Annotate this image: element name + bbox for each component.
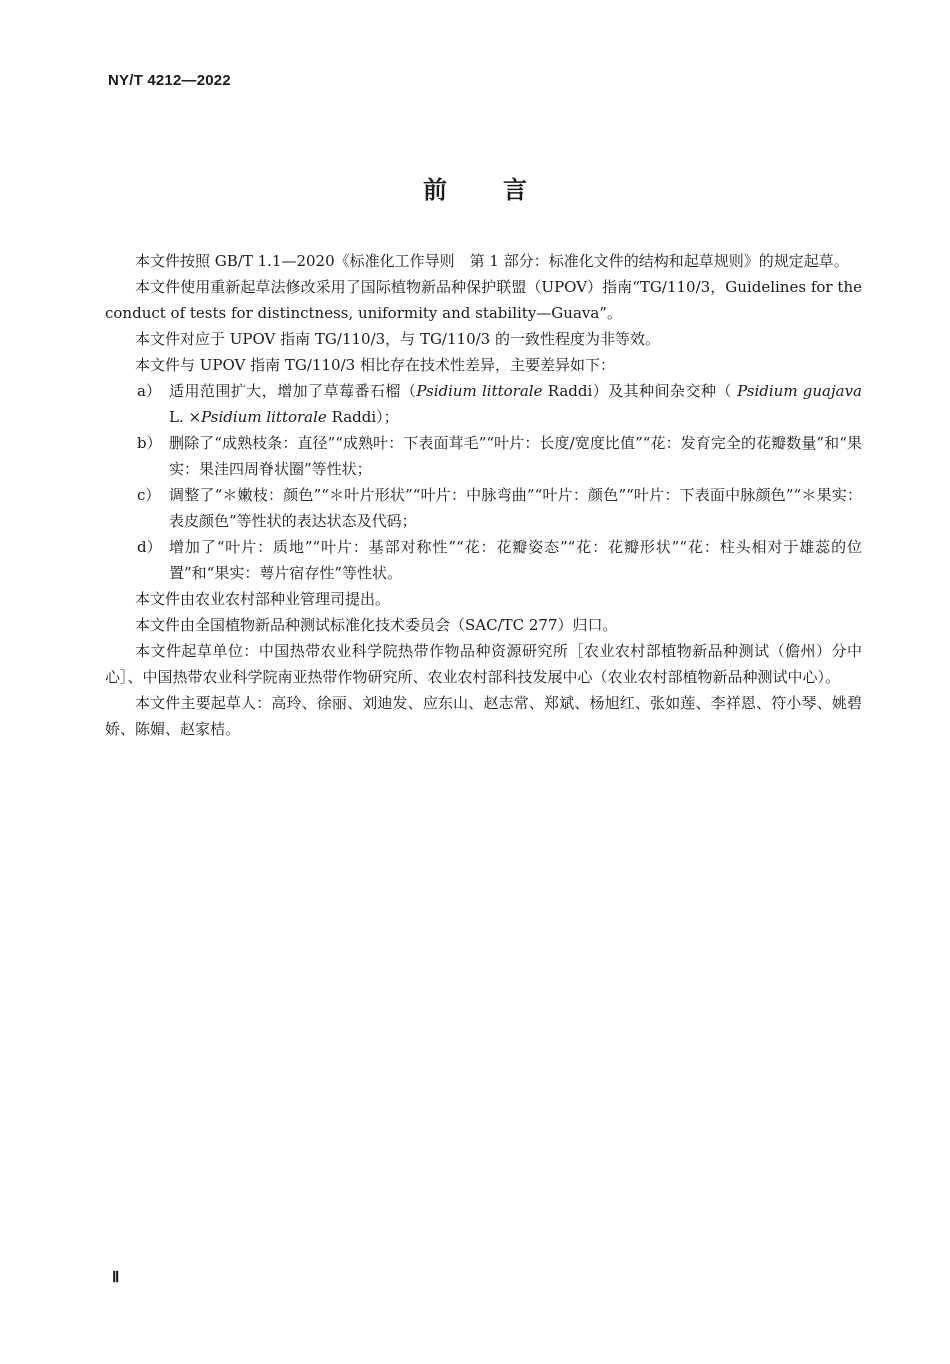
- list-item: [105, 430, 862, 482]
- paragraph: 本文件按照 GB/T 1.1—2020《标准化工作导则 第 1 部分：标准化文件的结构和起草规则》的规定起草。: [135, 252, 849, 270]
- species-name: Psidium littorale: [201, 408, 327, 426]
- page-title: 前言: [423, 176, 583, 204]
- paragraph: 本文件由全国植物新品种测试标准化技术委员会（SAC/TC 277）归口。: [135, 616, 618, 634]
- list-item: [105, 378, 862, 430]
- list-text: 删除了“成熟枝条：直径”“成熟叶：下表面茸毛”“叶片：长度/宽度比值”“花：发育完全的花瓣数量”和“果实：果洼四周脊状圈”等性状；: [169, 434, 862, 478]
- paragraph: 本文件与 UPOV 指南 TG/110/3 相比存在技术性差异，主要差异如下：: [135, 356, 615, 374]
- list-text: Raddi）；: [326, 408, 399, 426]
- list-marker: a）: [137, 382, 161, 400]
- page-number: Ⅱ: [112, 1270, 120, 1286]
- paragraph: 本文件对应于 UPOV 指南 TG/110/3，与 TG/110/3 的一致性程度为非等效。: [135, 330, 660, 348]
- foreword-body: [105, 248, 862, 742]
- list-text: 调整了“＊嫩枝：颜色”“＊叶片形状”“叶片：中脉弯曲”“叶片：颜色”“叶片：下表面中脉颜色”“＊果实：表皮颜色”等性状的表达状态及代码；: [169, 486, 862, 530]
- paragraph: 本文件使用重新起草法修改采用了国际植物新品种保护联盟（UPOV）指南“TG/110/3，Guidelines for the conduct of tests for distinctness, uniformity and stability—Guava”。: [105, 278, 862, 322]
- species-name: Psidium guajava: [737, 382, 863, 400]
- paragraph: 本文件由农业农村部种业管理司提出。: [135, 590, 391, 608]
- list-marker: d）: [137, 538, 162, 556]
- list-marker: b）: [137, 434, 162, 452]
- list-text: 增加了“叶片：质地”“叶片：基部对称性”“花：花瓣姿态”“花：花瓣形状”“花：柱头相对于雄蕊的位置”和“果实：萼片宿存性”等性状。: [169, 538, 862, 582]
- list-text: L. ×: [169, 408, 202, 426]
- list-marker: c）: [137, 486, 161, 504]
- list-text: Raddi）及其种间杂交种（: [542, 382, 738, 400]
- paragraph: 本文件起草单位：中国热带农业科学院热带作物品种资源研究所［农业农村部植物新品种测试（儋州）分中心］、中国热带农业科学院南亚热带作物研究所、农业农村部科技发展中心（农业农村部植物新品种测试中心）。: [105, 642, 862, 686]
- species-name: Psidium littorale: [416, 382, 543, 400]
- list-item: [105, 482, 862, 534]
- document-code: NY/T 4212—2022: [108, 72, 231, 89]
- paragraph: 本文件主要起草人：高玲、徐丽、刘迪发、应东山、赵志常、郑斌、杨旭红、张如莲、李祥恩、符小琴、姚碧娇、陈媚、赵家桔。: [105, 694, 862, 738]
- list-text: 适用范围扩大，增加了草莓番石榴（: [169, 382, 417, 400]
- list-item: [105, 534, 862, 586]
